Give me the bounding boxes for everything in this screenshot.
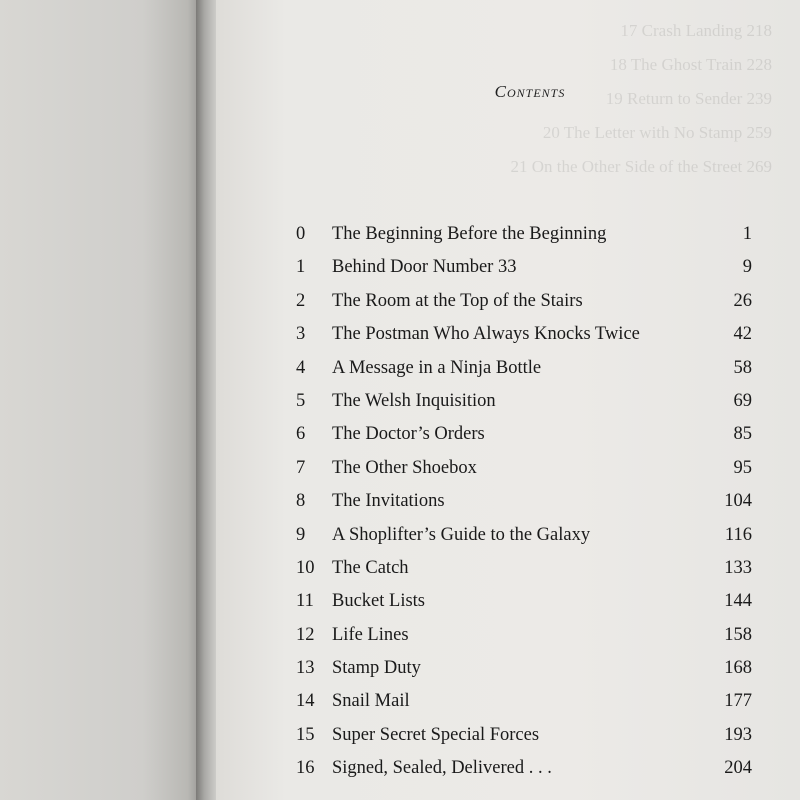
show-through-line: 19 Return to Sender 239 (605, 89, 772, 108)
show-through-line: 18 The Ghost Train 228 (609, 55, 772, 74)
chapter-number: 8 (296, 491, 306, 512)
chapter-number: 5 (296, 390, 306, 411)
toc-row (296, 385, 782, 418)
chapter-title: Signed, Sealed, Delivered . . . (332, 758, 552, 779)
chapter-title: The Catch (332, 557, 409, 578)
chapter-number: 15 (296, 724, 315, 745)
chapter-number: 7 (296, 457, 306, 478)
chapter-title: Behind Door Number 33 (332, 257, 517, 278)
chapter-title: Stamp Duty (332, 658, 421, 679)
chapter-number: 1 (296, 257, 306, 278)
show-through-line: 20 The Letter with No Stamp 259 (542, 123, 772, 142)
chapter-page: 168 (724, 658, 752, 679)
toc-row (296, 585, 782, 618)
chapter-page: 58 (733, 357, 752, 378)
left-page (0, 0, 204, 800)
toc-row (296, 652, 782, 685)
chapter-title: The Invitations (332, 491, 445, 512)
table-of-contents (296, 218, 782, 786)
chapter-title: Super Secret Special Forces (332, 724, 540, 745)
show-through-line: 21 On the Other Side of the Street 269 (510, 157, 772, 176)
chapter-page: 42 (733, 324, 752, 345)
chapter-number: 6 (296, 424, 306, 445)
toc-row (296, 685, 782, 718)
show-through-line: 17 Crash Landing 218 (620, 21, 772, 40)
chapter-page: 158 (724, 624, 752, 645)
chapter-number: 3 (296, 324, 306, 345)
chapter-number: 12 (296, 624, 315, 645)
chapter-title: Bucket Lists (332, 591, 426, 612)
chapter-number: 2 (296, 290, 306, 311)
toc-row (296, 552, 782, 585)
chapter-page: 95 (733, 457, 752, 478)
chapter-page: 1 (742, 224, 752, 244)
toc-row (296, 418, 782, 451)
toc-row (296, 218, 782, 251)
chapter-page: 133 (724, 557, 752, 578)
contents-heading: Contents (494, 82, 566, 101)
chapter-title: The Welsh Inquisition (332, 390, 496, 411)
toc-row (296, 719, 782, 752)
toc-row (296, 318, 782, 351)
chapter-title: The Doctor’s Orders (332, 424, 485, 445)
toc-row (296, 752, 782, 785)
chapter-page: 9 (742, 257, 752, 278)
chapter-number: 16 (296, 758, 315, 779)
toc-row (296, 619, 782, 652)
chapter-title: The Room at the Top of the Stairs (332, 290, 583, 311)
chapter-title: A Message in a Ninja Bottle (332, 357, 542, 378)
chapter-page: 85 (733, 424, 752, 445)
chapter-title: The Postman Who Always Knocks Twice (332, 324, 640, 345)
chapter-number: 11 (296, 591, 314, 612)
chapter-page: 116 (724, 524, 752, 545)
toc-row (296, 251, 782, 284)
chapter-title: The Beginning Before the Beginning (332, 224, 607, 244)
chapter-page: 177 (724, 691, 752, 712)
chapter-title: Life Lines (332, 624, 409, 645)
chapter-page: 204 (724, 758, 752, 779)
chapter-number: 0 (296, 224, 306, 244)
chapter-number: 10 (296, 557, 315, 578)
toc-row (296, 285, 782, 318)
chapter-number: 13 (296, 658, 315, 679)
chapter-number: 14 (296, 691, 315, 712)
toc-row (296, 452, 782, 485)
toc-row (296, 485, 782, 518)
chapter-page: 193 (724, 724, 752, 745)
chapter-title: Snail Mail (332, 691, 410, 712)
chapter-number: 9 (296, 524, 306, 545)
chapter-page: 26 (733, 290, 752, 311)
chapter-page: 144 (724, 591, 752, 612)
chapter-page: 104 (724, 491, 752, 512)
chapter-title: The Other Shoebox (332, 457, 477, 478)
chapter-number: 4 (296, 357, 306, 378)
toc-row (296, 519, 782, 552)
chapter-page: 69 (733, 390, 752, 411)
chapter-title: A Shoplifter’s Guide to the Galaxy (332, 524, 591, 545)
toc-row (296, 352, 782, 385)
